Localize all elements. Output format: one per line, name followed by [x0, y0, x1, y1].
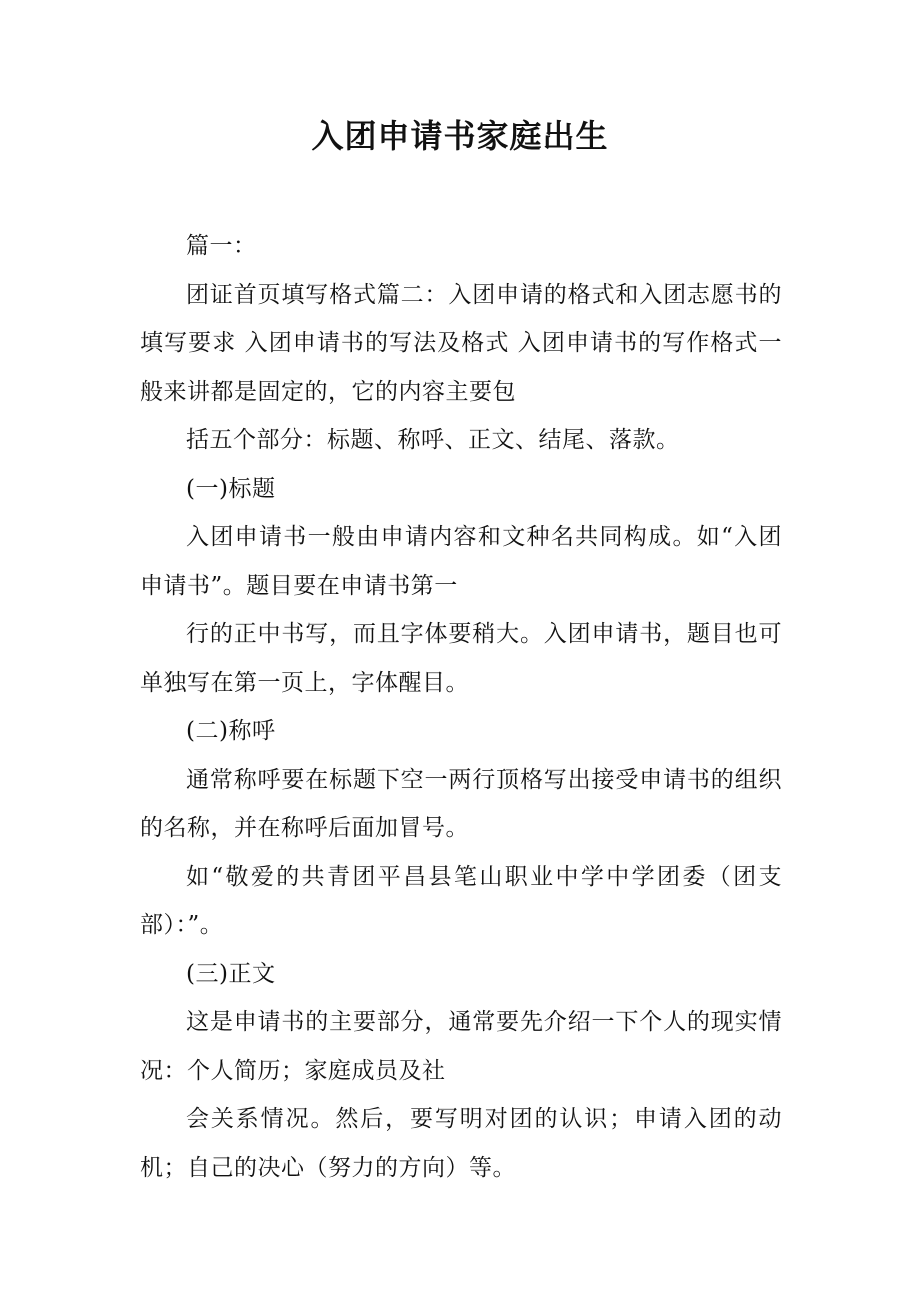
paragraph-title-format: 行的正中书写，而且字体要稍大。入团申请书，题目也可单独写在第一页上，字体醒目。	[140, 621, 782, 696]
paragraph-five-parts: 括五个部分：标题、称呼、正文、结尾、落款。	[186, 427, 680, 453]
paragraph-title-desc: 入团申请书一般由申请内容和文种名共同构成。如“入团申请书”。题目要在申请书第一	[140, 524, 782, 599]
section-heading-body: (三)正文	[186, 960, 276, 987]
paragraph-body-desc: 这是申请书的主要部分，通常要先介绍一下个人的现实情况：个人简历；家庭成员及社	[140, 1009, 782, 1084]
document-title: 入团申请书家庭出生	[311, 117, 609, 155]
paragraph-salutation-example: 如“敬爱的共青团平昌县笔山职业中学中学团委（团支部）：”。	[140, 863, 782, 938]
paragraph-part-one: 篇一：	[186, 233, 257, 259]
paragraph-salutation-desc: 通常称呼要在标题下空一两行顶格写出接受申请书的组织的名称，并在称呼后面加冒号。	[140, 766, 782, 841]
paragraph-body-details: 会关系情况。然后，要写明对团的认识；申请入团的动机；自己的决心（努力的方向）等。	[140, 1106, 782, 1181]
paragraph-intro: 团证首页填写格式篇二：入团申请的格式和入团志愿书的填写要求 入团申请书的写法及格式 入团申请书的写作格式一般来讲都是固定的，它的内容主要包	[140, 281, 782, 405]
section-heading-salutation: (二)称呼	[186, 718, 276, 744]
document-body	[140, 222, 782, 1192]
section-heading-title: (一)标题	[186, 475, 276, 502]
